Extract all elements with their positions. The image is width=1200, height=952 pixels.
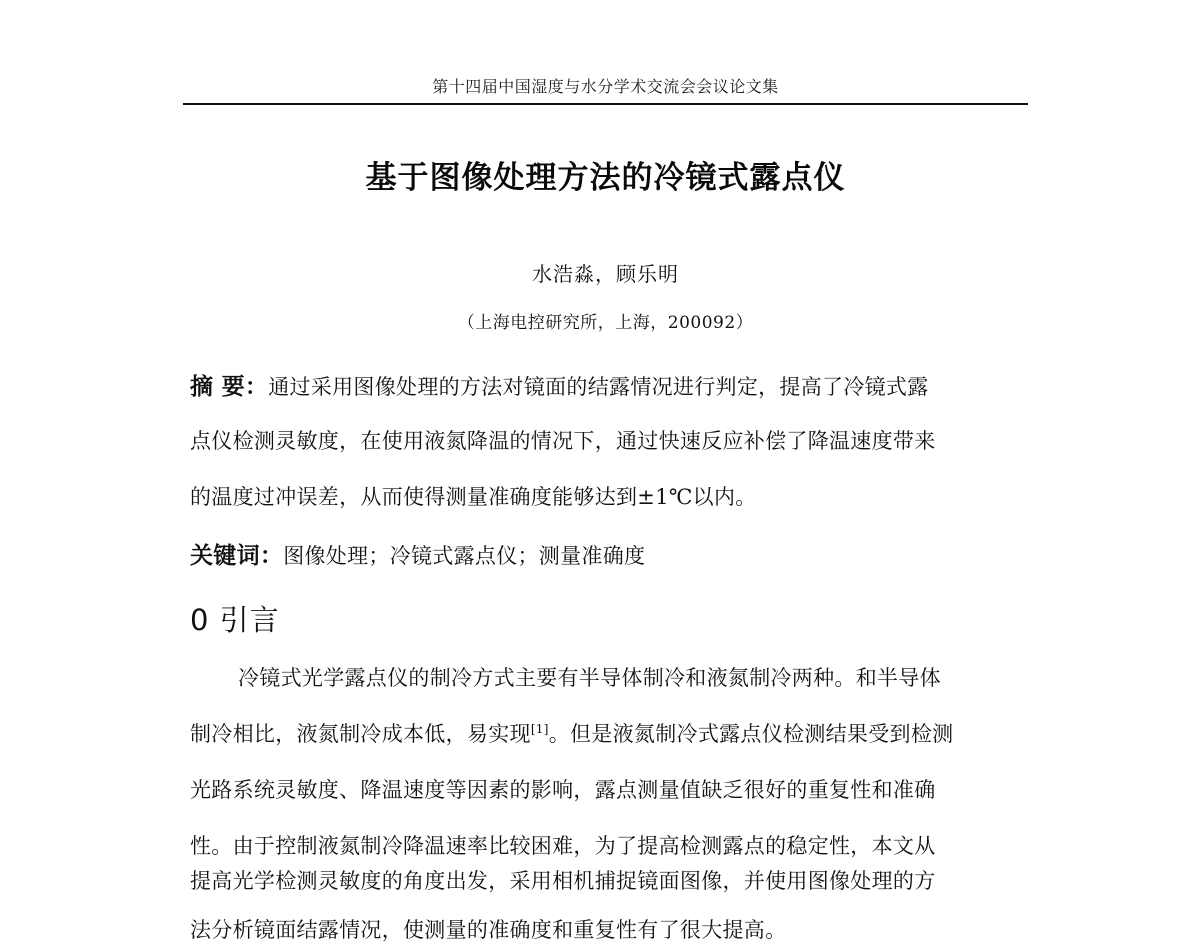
intro-line-3: 光路系统灵敏度、降温速度等因素的影响，露点测量值缺乏很好的重复性和准确 — [190, 778, 936, 802]
paper-title: 基于图像处理方法的冷镜式露点仪 — [365, 160, 846, 196]
affiliation: （上海电控研究所，上海，200092） — [457, 313, 754, 333]
abstract-label: 摘 要： — [190, 374, 269, 400]
keywords-label: 关键词： — [190, 543, 284, 569]
abstract-line-2: 点仪检测灵敏度，在使用液氮降温的情况下，通过快速反应补偿了降温速度带来 — [190, 429, 936, 453]
keywords-text: 图像处理；冷镜式露点仪；测量准确度 — [283, 544, 646, 568]
intro-line-4: 性。由于控制液氮制冷降温速率比较困难，为了提高检测露点的稳定性，本文从 — [190, 834, 936, 858]
intro-line-2-text: 制冷相比，液氮制冷成本低，易实现 — [190, 722, 531, 746]
citation-1: [1] — [530, 722, 549, 736]
abstract-text: 通过采用图像处理的方法对镜面的结露情况进行判定，提高了冷镜式露 — [268, 375, 929, 399]
intro-line-6: 法分析镜面结露情况，使测量的准确度和重复性有了很大提高。 — [190, 918, 787, 942]
intro-line-2-text-cont: 。但是液氮制冷式露点仪检测结果受到检测 — [548, 722, 954, 746]
section-heading: 0 引言 — [190, 603, 280, 637]
authors: 水浩淼，顾乐明 — [532, 262, 679, 286]
abstract-line-3: 的温度过冲误差，从而使得测量准确度能够达到±1℃以内。 — [190, 485, 757, 509]
running-header: 第十四届中国湿度与水分学术交流会会议论文集 — [432, 77, 779, 96]
intro-line-5: 提高光学检测灵敏度的角度出发，采用相机捕捉镜面图像，并使用图像处理的方 — [190, 869, 936, 893]
abstract-line-1 — [190, 368, 1030, 401]
header-rule — [183, 103, 1028, 105]
intro-line-1: 冷镜式光学露点仪的制冷方式主要有半导体制冷和液氮制冷两种。和半导体 — [238, 666, 941, 690]
intro-line-2 — [190, 718, 1030, 748]
keywords-line — [190, 537, 1030, 570]
